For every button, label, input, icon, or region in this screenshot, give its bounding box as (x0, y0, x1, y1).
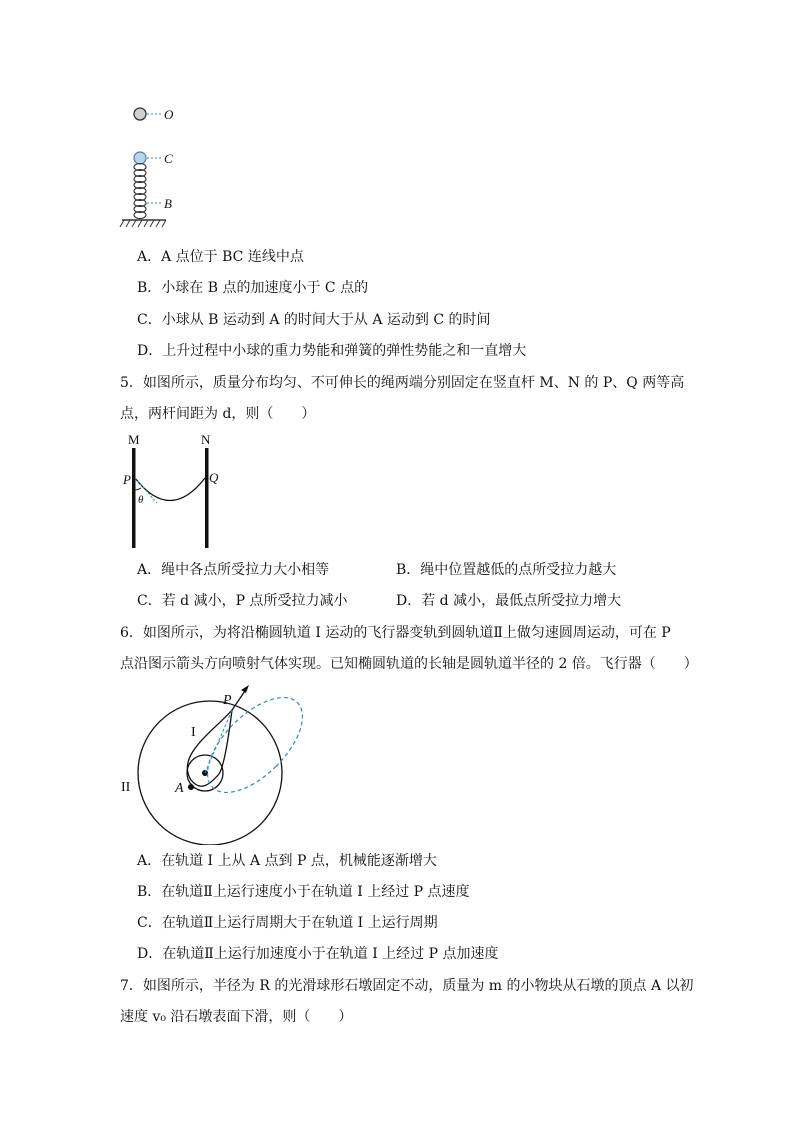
q5-stem-line1: 5．如图所示，质量分布均匀、不可伸长的绳两端分别固定在竖直杆 M、N 的 P、Q 两等高 (120, 375, 685, 391)
label-M: M (128, 432, 140, 447)
q6-option-c: C．在轨道Ⅱ上运行周期大于在轨道 I 上运行周期 (137, 915, 438, 931)
q5-option-a: A．绳中各点所受拉力大小相等 (137, 562, 330, 578)
pole-N (205, 448, 209, 548)
q6-option-d: D．在轨道Ⅱ上运行加速度小于在轨道 I 上经过 P 点加速度 (137, 946, 499, 962)
q4-option-b: B．小球在 B 点的加速度小于 C 点的 (137, 280, 369, 296)
label-theta: θ (138, 494, 144, 506)
q4-option-d: D．上升过程中小球的重力势能和弹簧的弹性势能之和一直增大 (137, 343, 527, 359)
q5-stem-line2: 点，两杆间距为 d，则（ ） (120, 406, 316, 422)
orbit-II (138, 701, 282, 845)
spring (134, 164, 146, 219)
ball-at-O (134, 108, 146, 120)
label-O: O (164, 107, 174, 122)
q4-option-a: A．A 点位于 BC 连线中点 (137, 249, 304, 265)
q6-stem-line2: 点沿图示箭头方向喷射气体实现。已知椭圆轨道的长轴是圆轨道半径的 2 倍。飞行器（ ） (120, 656, 698, 672)
label-I: I (191, 725, 196, 740)
orbit-figure (115, 680, 315, 845)
label-N: N (201, 432, 211, 447)
label-P: P (123, 472, 131, 487)
label-Q: Q (209, 470, 219, 485)
orbit-I (187, 710, 232, 786)
ground (120, 220, 166, 227)
label-B: B (164, 196, 172, 211)
rope-poles-figure (115, 428, 230, 553)
q6-option-a: A．在轨道 I 上从 A 点到 P 点，机械能逐渐增大 (137, 853, 437, 869)
ball-at-C (134, 152, 146, 164)
label-A: A (175, 781, 184, 796)
label-P: P (223, 693, 232, 708)
q7-stem-line1: 7．如图所示，半径为 R 的光滑球形石墩固定不动，质量为 m 的小物块从石墩的顶点 A 以初 (120, 978, 694, 994)
q5-option-d: D．若 d 减小，最低点所受拉力增大 (396, 593, 622, 609)
q4-option-c: C．小球从 B 运动到 A 的时间大于从 A 运动到 C 的时间 (137, 312, 491, 328)
q5-option-b: B．绳中位置越低的点所受拉力越大 (396, 562, 617, 578)
label-II: II (121, 780, 131, 795)
q6-stem-line1: 6．如图所示，为将沿椭圆轨道 I 运动的飞行器变轨到圆轨道Ⅱ上做匀速圆周运动，可在 P (120, 625, 671, 641)
spring-ball-figure (110, 100, 200, 235)
q7-stem-line2: 速度 v₀ 沿石墩表面下滑，则（ ） (120, 1009, 353, 1025)
point-A (188, 784, 194, 790)
q5-option-c: C．若 d 减小，P 点所受拉力减小 (137, 593, 348, 609)
q6-option-b: B．在轨道Ⅱ上运行速度小于在轨道 I 上经过 P 点速度 (137, 884, 470, 900)
pole-M (132, 448, 136, 548)
rope (135, 478, 205, 501)
label-C: C (164, 151, 173, 166)
